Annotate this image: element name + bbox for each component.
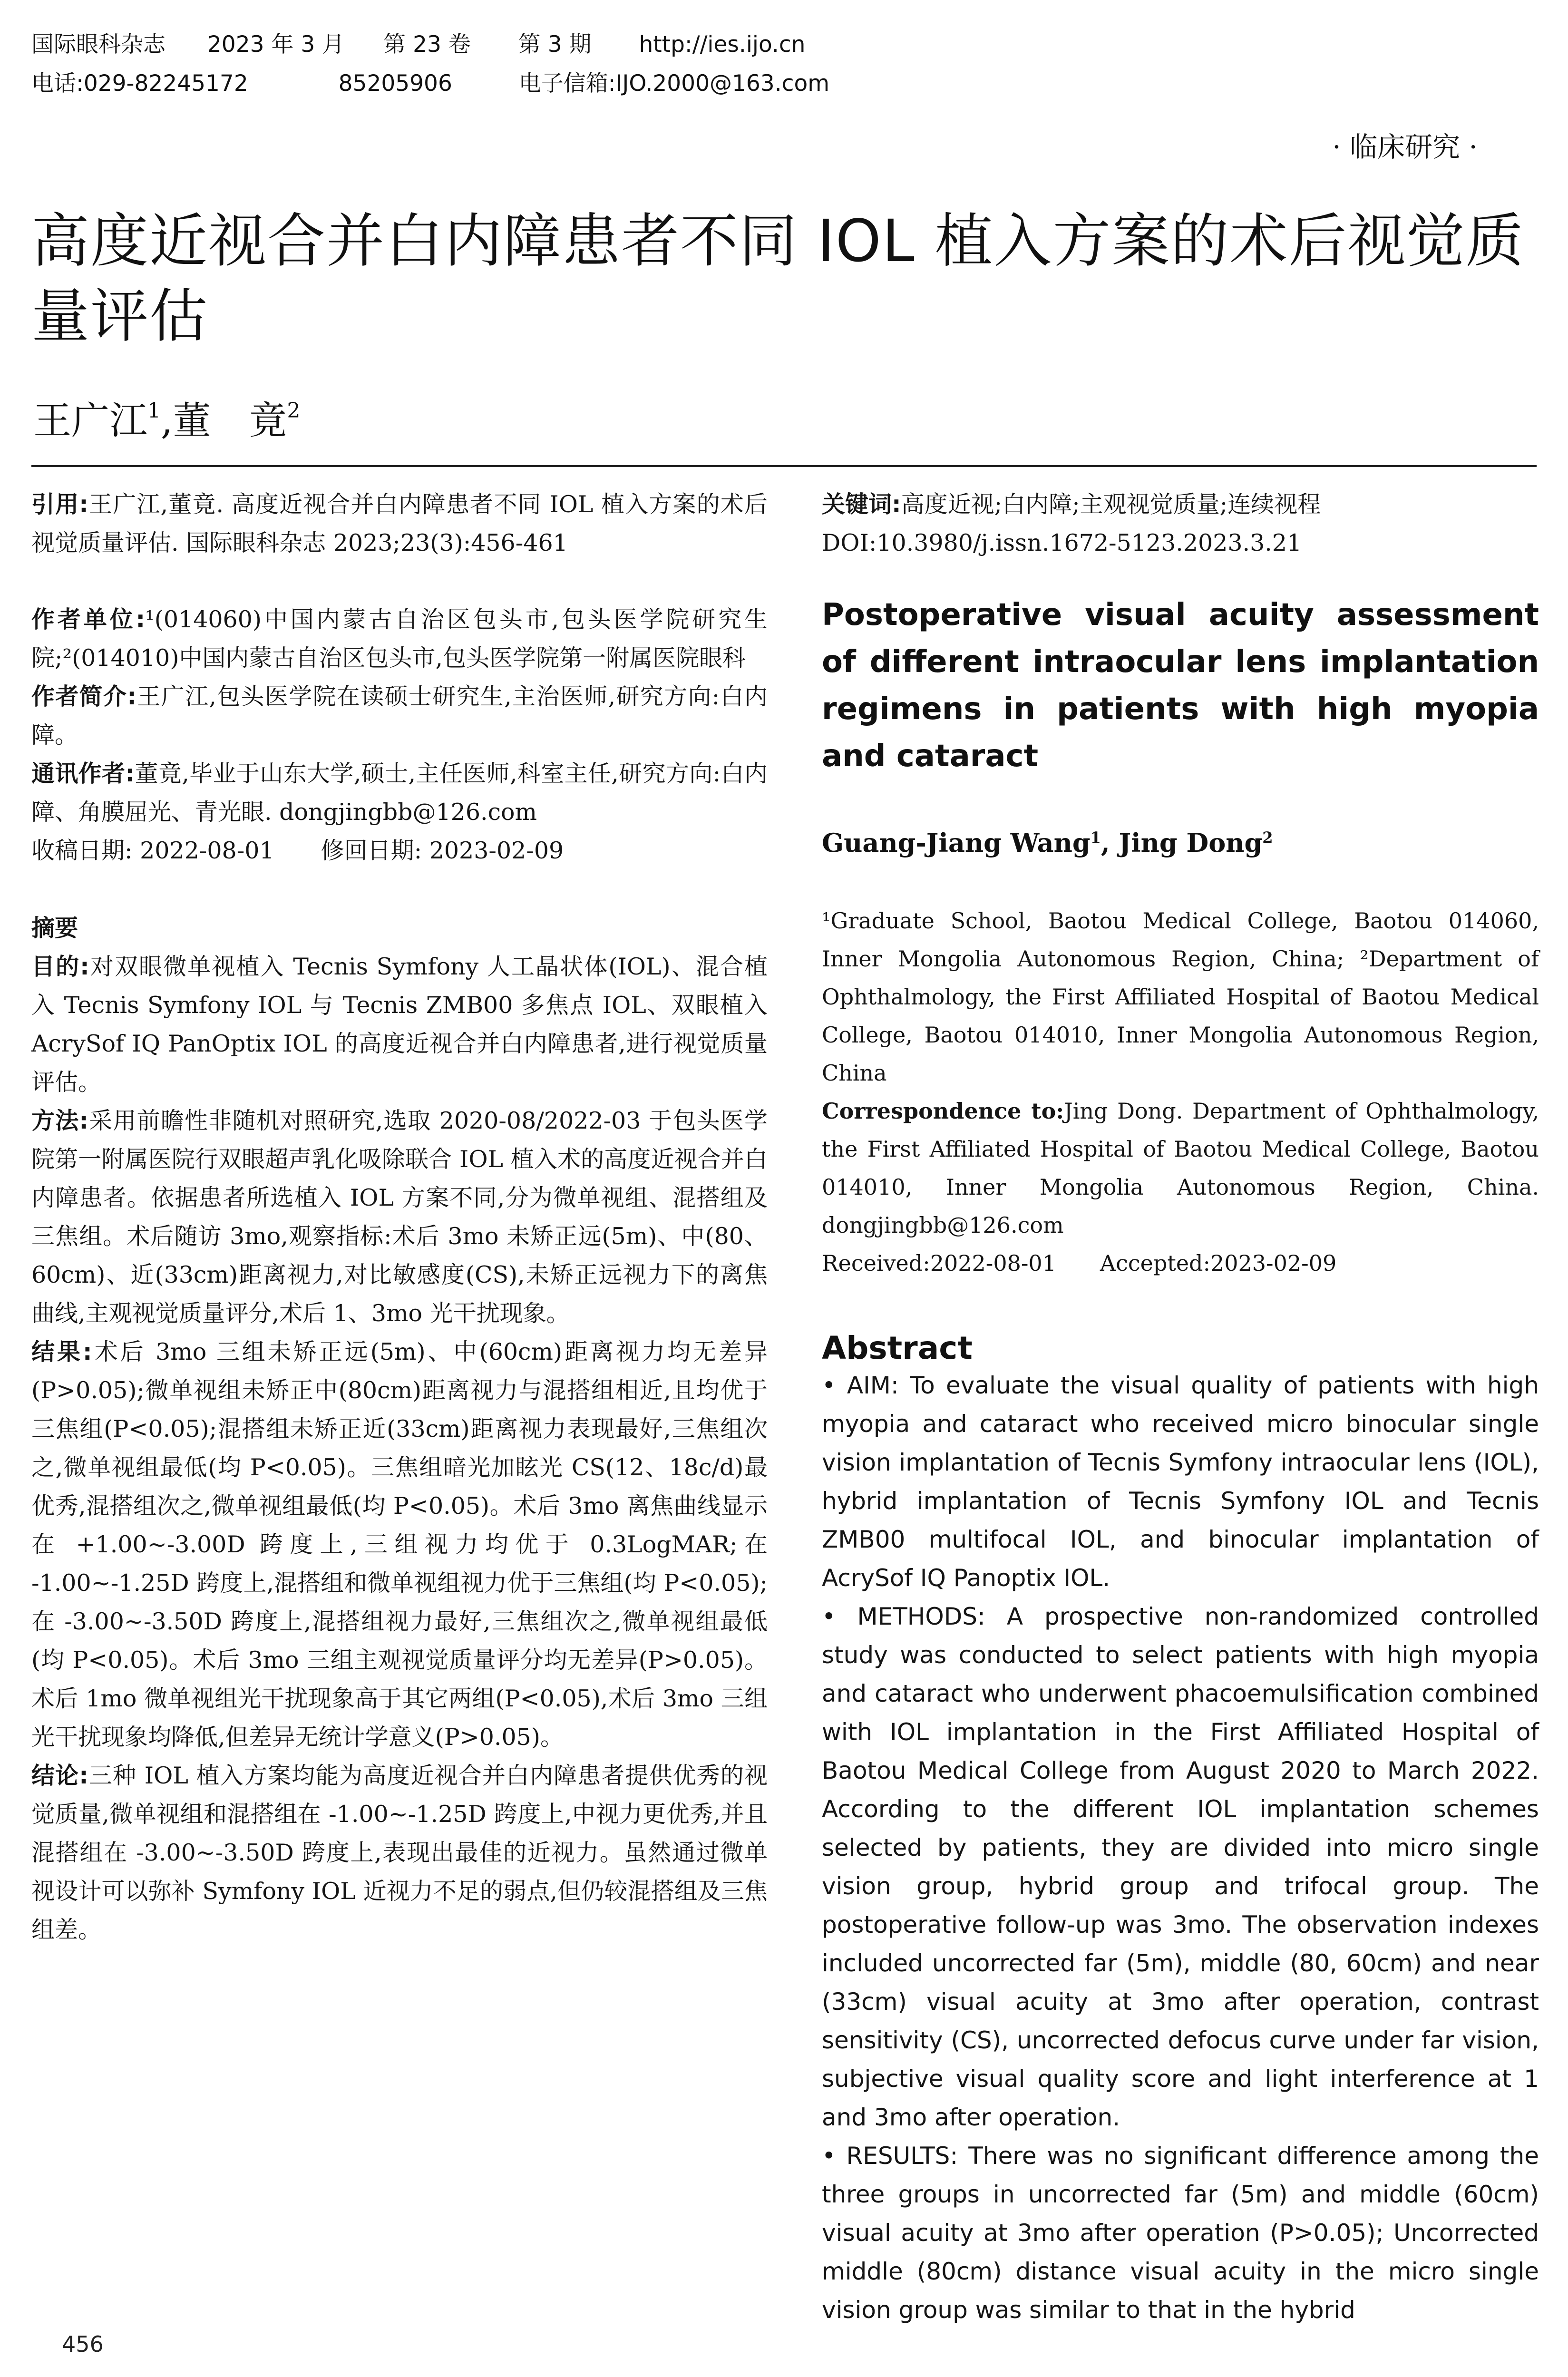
results-en-text: There was no significant difference among the three groups in uncorrected far (5m) and middle (60cm) visual acuity at 3mo after operation (P>0.05); Uncorrected middle (80cm) distance visual acuity in the micro single vision group was similar to that in the hybrid	[822, 2142, 1539, 2324]
journal-email[interactable]: 电子信箱:IJO.2000@163.com	[518, 70, 830, 97]
citation	[31, 485, 768, 562]
doi[interactable]: DOI:10.3980/j.issn.1672-5123.2023.3.21	[822, 529, 1302, 556]
journal-name: 国际眼科杂志	[31, 31, 166, 58]
aim-en-text: To evaluate the visual quality of patients with high myopia and cataract who received micro binocular single vision implantation of Tecnis Symfony intraocular lens (IOL), hybrid implantation of Tecnis Symfony IOL and Tecnis ZMB00 multifocal IOL, and binocular implantation of AcrySof IQ Panoptix IOL.	[822, 1372, 1539, 1592]
author-separator: ,	[161, 399, 173, 443]
results-cn-text: 术后 3mo 三组未矫正远(5m)、中(60cm)距离视力均无差异(P>0.05);微单视组未矫正中(80cm)距离视力与混搭组相近,且均优于三焦组(P<0.05);混搭组未矫正近(33cm)距离视力表现最好,三焦组次之,微单视组最低(均 P<0.05)。三焦组暗光加眩光 CS(12、18c/d)最优秀,混搭组次之,微单视组最低(均 P<0.05)。术后 3mo 离焦曲线显示在 +1.00~-3.00D 跨度上,三组视力均优于 0.3LogMAR;在 -1.00~-1.25D 跨度上,混搭组和微单视组视力优于三焦组(均 P<0.05);在 -3.00~-3.50D 跨度上,混搭组视力最好,三焦组次之,微单视组最低(均 P<0.05)。术后 3mo 三组主观视觉质量评分均无差异(P>0.05)。术后 1mo 微单视组光干扰现象高于其它两组(P<0.05),术后 3mo 三组光干扰现象均降低,但差异无统计学意义(P>0.05)。	[31, 1338, 768, 1751]
issue-date: 2023 年 3 月	[207, 31, 345, 58]
english-correspondence-label: Correspondence to:	[822, 1098, 1064, 1124]
keywords-label: 关键词:	[822, 491, 901, 518]
article-title: 高度近视合并白内障患者不同 IOL 植入方案的术后视觉质量评估	[31, 207, 1525, 350]
english-received-dates: Received:2022-08-01 Accepted:2023-02-09	[822, 1250, 1337, 1276]
abstract-heading-en: Abstract	[822, 1330, 973, 1366]
results-en-label: • RESULTS:	[822, 2142, 958, 2170]
left-column	[31, 485, 768, 1949]
citation-label: 引用:	[31, 491, 88, 518]
english-authors	[822, 828, 1539, 858]
keywords-text: 高度近视;白内障;主观视觉质量;连续视程	[901, 491, 1321, 518]
corresponding-author-text: 董竟,毕业于山东大学,硕士,主任医师,科室主任,研究方向:白内障、角膜屈光、青光眼. dongjingbb@126.com	[31, 760, 768, 826]
english-author-2: Jing Dong	[1119, 828, 1263, 858]
conclusion-cn-text: 三种 IOL 植入方案均能为高度近视合并白内障患者提供优秀的视觉质量,微单视组和混搭组在 -1.00~-1.25D 跨度上,中视力更优秀,并且混搭组在 -3.00~-3.50D 跨度上,表现出最佳的近视力。虽然通过微单视设计可以弥补 Symfony IOL 近视力不足的弱点,但仍较混搭组及三焦组差。	[31, 1762, 768, 1943]
english-correspondence-text: Jing Dong. Department of Ophthalmology, the First Affiliated Hospital of Baotou Medical College, Baotou 014010, Inner Mongolia Autonomous Region, China. dongjingbb@126.com	[822, 1098, 1539, 1238]
phone-2: 85205906	[338, 70, 452, 97]
corresponding-author	[31, 754, 768, 831]
affiliations-text: ¹(014060)中国内蒙古自治区包头市,包头医学院研究生院;²(014010)中国内蒙古自治区包头市,包头医学院第一附属医院眼科	[31, 606, 768, 672]
english-title: Postoperative visual acuity assessment of different intraocular lens implantation regimens in patients with high myopia and cataract	[822, 597, 1539, 774]
aim-cn	[31, 947, 768, 1101]
journal-header-line-2	[31, 66, 829, 97]
journal-header-line-1	[31, 27, 805, 58]
english-author-1-affil: 1	[1090, 828, 1101, 847]
aim-en	[822, 1366, 1539, 1598]
journal-url[interactable]: http://ies.ijo.cn	[639, 31, 806, 58]
page-number: 456	[62, 2331, 104, 2357]
phone: 电话:029-82245172	[31, 70, 248, 97]
conclusion-cn	[31, 1756, 768, 1949]
methods-en-text: A prospective non-randomized controlled study was conducted to select patients with high myopia and cataract who underwent phacoemulsification combined with IOL implantation in the First Affiliated Hospital of Baotou Medical College from August 2020 to March 2022. According to the different IOL implantation schemes selected by patients, they are divided into micro single vision group, hybrid group and trifocal group. The postoperative follow-up was 3mo. The observation indexes included uncorrected far (5m), middle (80, 60cm) and near (33cm) visual acuity at 3mo after operation, contrast sensitivity (CS), uncorrected defocus curve under far vision, subjective visual quality score and light interference at 1 and 3mo after operation.	[822, 1603, 1539, 2131]
methods-cn-text: 采用前瞻性非随机对照研究,选取 2020-08/2022-03 于包头医学院第一附属医院行双眼超声乳化吸除联合 IOL 植入术的高度近视合并白内障患者。依据患者所选植入 IOL 方案不同,分为微单视组、混搭组及三焦组。术后随访 3mo,观察指标:术后 3mo 未矫正远(5m)、中(80、60cm)、近(33cm)距离视力,对比敏感度(CS),未矫正远视力下的离焦曲线,主观视觉质量评分,术后 1、3mo 光干扰现象。	[31, 1107, 768, 1327]
english-author-separator: ,	[1101, 828, 1119, 858]
affiliations	[31, 600, 768, 677]
corresponding-author-label: 通讯作者:	[31, 760, 135, 787]
conclusion-cn-label: 结论:	[31, 1762, 88, 1789]
author-1-affil: 1	[147, 399, 161, 423]
right-column	[822, 485, 1539, 2329]
aim-cn-text: 对双眼微单视植入 Tecnis Symfony 人工晶状体(IOL)、混合植入 Tecnis Symfony IOL 与 Tecnis ZMB00 多焦点 IOL、双眼植入 AcrySof IQ PanOptix IOL 的高度近视合并白内障患者,进行视觉质量评估。	[31, 953, 768, 1096]
results-cn-label: 结果:	[31, 1338, 92, 1365]
keywords	[822, 485, 1539, 524]
author-2: 董 竟	[173, 399, 287, 443]
issue-number: 第 3 期	[518, 31, 592, 58]
results-en	[822, 2137, 1539, 2329]
methods-en-label: • METHODS:	[822, 1603, 985, 1630]
author-2-affil: 2	[287, 399, 301, 423]
abstract-heading-cn: 摘要	[31, 915, 78, 942]
author-list	[33, 390, 300, 445]
section-label: · 临床研究 ·	[1332, 131, 1478, 163]
results-cn	[31, 1333, 768, 1756]
received-dates: 收稿日期: 2022-08-01 修回日期: 2023-02-09	[31, 837, 564, 864]
english-affiliations: ¹Graduate School, Baotou Medical College, Baotou 014060, Inner Mongolia Autonomous Region, China; ²Department of Ophthalmology, the First Affiliated Hospital of Baotou Medical College, Baotou 014010, Inner Mongolia Autonomous Region, China	[822, 908, 1539, 1086]
affiliations-label: 作者单位:	[31, 606, 146, 633]
title-divider	[31, 465, 1537, 467]
author-bio-text: 王广江,包头医学院在读硕士研究生,主治医师,研究方向:白内障。	[31, 683, 768, 749]
english-author-1: Guang-Jiang Wang	[822, 828, 1091, 858]
author-bio	[31, 677, 768, 754]
citation-text: 王广江,董竟. 高度近视合并白内障患者不同 IOL 植入方案的术后视觉质量评估. 国际眼科杂志 2023;23(3):456-461	[31, 491, 768, 556]
methods-cn-label: 方法:	[31, 1107, 89, 1134]
author-bio-label: 作者简介:	[31, 683, 136, 710]
author-1: 王广江	[33, 399, 147, 443]
aim-en-label: • AIM:	[822, 1372, 899, 1399]
english-author-2-affil: 2	[1262, 828, 1273, 847]
methods-en	[822, 1598, 1539, 2137]
aim-cn-label: 目的:	[31, 953, 89, 980]
english-correspondence	[822, 1092, 1539, 1244]
volume: 第 23 卷	[383, 31, 471, 58]
methods-cn	[31, 1101, 768, 1333]
